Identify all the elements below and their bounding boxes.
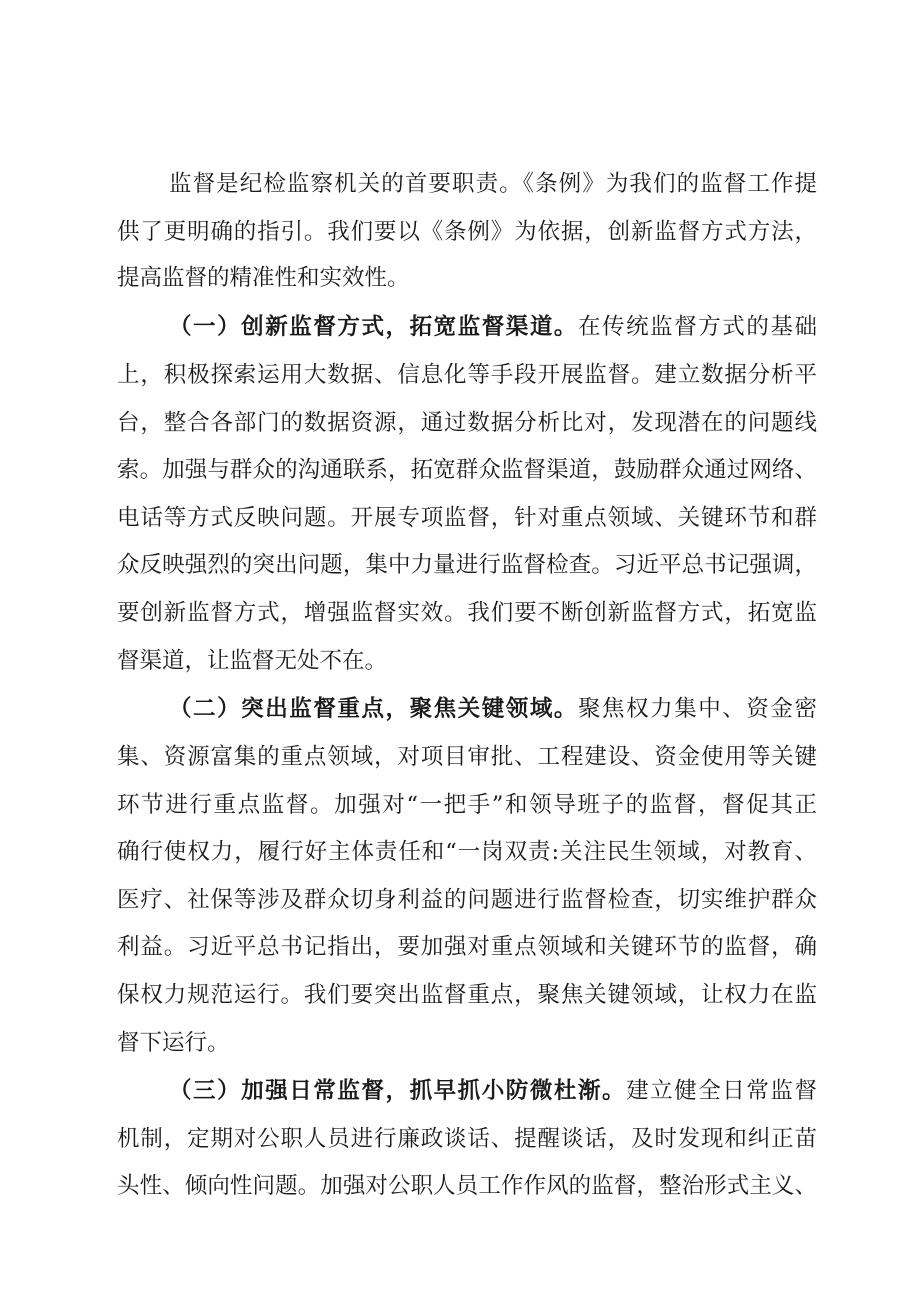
section-heading-1: （一）创新监督方式，拓宽监督渠道。 <box>169 314 578 340</box>
paragraph-2-line-2: 上，积极探索运用大数据、信息化等手段开展监督。建立数据分析平 <box>117 362 817 388</box>
paragraph-2-line-7: 要创新监督方式，增强监督实效。我们要不断创新监督方式，拓宽监 <box>117 600 817 626</box>
paragraph-3-line-7: 保权力规范运行。我们要突出监督重点，聚焦关键领域，让权力在监 <box>117 982 817 1008</box>
paragraph-3-line-4: 确行使权力，履行好主体责任和“一岗双责:关注民生领域，对教育、 <box>117 839 817 865</box>
section-heading-2: （二）突出监督重点，聚焦关键领域。 <box>169 696 578 722</box>
paragraph-2-line-1 <box>169 307 817 347</box>
paragraph-2-line-3: 台，整合各部门的数据资源，通过数据分析比对，发现潜在的问题线 <box>117 410 817 436</box>
paragraph-2-line-8: 督渠道，让监督无处不在。 <box>117 648 388 674</box>
paragraph-3-line-1 <box>169 689 817 729</box>
paragraph-1-line-2: 供了更明确的指引。我们要以《条例》为依据，创新监督方式方法， <box>117 219 817 245</box>
paragraph-2-line-6: 众反映强烈的突出问题，集中力量进行监督检查。习近平总书记强调， <box>117 552 817 578</box>
paragraph-4-line-1-text: 建立健全日常监督 <box>626 1078 817 1104</box>
paragraph-4-line-2: 机制，定期对公职人员进行廉政谈话、提醒谈话，及时发现和纠正苗 <box>117 1126 817 1152</box>
paragraph-1-line-1: 监督是纪检监察机关的首要职责。《条例》为我们的监督工作提 <box>169 171 817 197</box>
paragraph-4-line-3: 头性、倾向性问题。加强对公职人员工作作风的监督，整治形式主义、 <box>117 1173 817 1199</box>
paragraph-2-line-1-text: 在传统监督方式的基础 <box>577 314 817 340</box>
section-heading-3: （三）加强日常监督，抓早抓小防微杜渐。 <box>169 1078 627 1104</box>
paragraph-3-line-6: 利益。习近平总书记指出，要加强对重点领域和关键环节的监督，确 <box>117 934 817 960</box>
paragraph-3-line-2: 集、资源富集的重点领域，对项目审批、工程建设、资金使用等关键 <box>117 744 817 770</box>
paragraph-3-line-1-text: 聚焦权力集中、资金密 <box>577 696 817 722</box>
paragraph-3-line-3: 环节进行重点监督。加强对“一把手”和领导班子的监督，督促其正 <box>117 792 817 818</box>
paragraph-4-line-1 <box>169 1071 817 1111</box>
paragraph-1-line-3: 提高监督的精准性和实效性。 <box>117 265 410 291</box>
paragraph-2-line-4: 索。加强与群众的沟通联系，拓宽群众监督渠道，鼓励群众通过网络、 <box>117 457 817 483</box>
paragraph-3-line-8: 督下运行。 <box>117 1030 230 1056</box>
paragraph-2-line-5: 电话等方式反映问题。开展专项监督，针对重点领域、关键环节和群 <box>117 505 817 531</box>
paragraph-3-line-5: 医疗、社保等涉及群众切身利益的问题进行监督检查，切实维护群众 <box>117 887 817 913</box>
